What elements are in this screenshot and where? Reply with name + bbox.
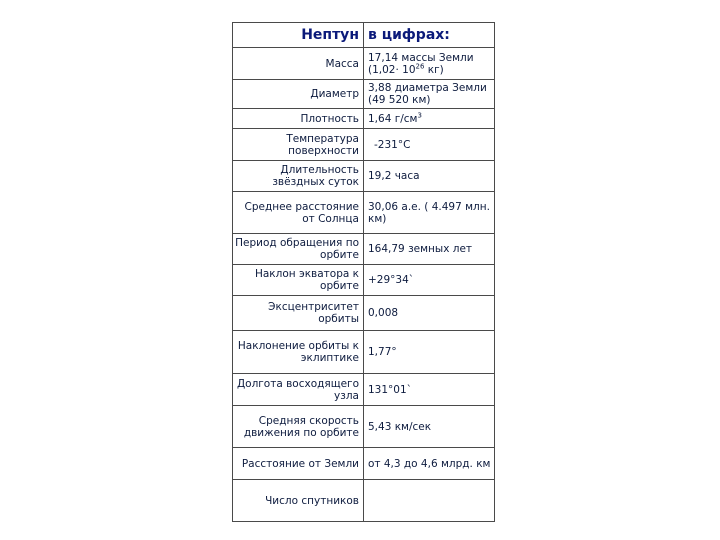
table-row <box>233 109 495 129</box>
table-row <box>233 265 495 296</box>
row-label-satellites: Число спутников <box>233 480 364 522</box>
row-value-diameter: 3,88 диаметра Земли (49 520 км) <box>364 80 495 109</box>
table-row <box>233 374 495 406</box>
table-row <box>233 448 495 480</box>
table-row <box>233 406 495 448</box>
header-left: Нептун <box>233 23 364 48</box>
row-value-sidereal-day: 19,2 часа <box>364 161 495 192</box>
row-label-density: Плотность <box>233 109 364 129</box>
row-label-axial-tilt: Наклон экватора к орбите <box>233 265 364 296</box>
row-value-density: 1,64 $г/см^3$ <box>364 109 495 129</box>
row-label-inclination: Наклонение орбиты к эклиптике <box>233 331 364 374</box>
row-value-temperature: -231°С <box>364 129 495 161</box>
row-label-orbital-speed: Средняя скорость движения по орбите <box>233 406 364 448</box>
row-value-ascending-node: 131°01` <box>364 374 495 406</box>
table-header-row <box>233 23 495 48</box>
row-value-distance-from-earth: от 4,3 до 4,6 млрд. км <box>364 448 495 480</box>
row-label-distance-from-earth: Расстояние от Земли <box>233 448 364 480</box>
row-value-satellites <box>364 480 495 522</box>
row-label-mass: Масса <box>233 48 364 80</box>
row-label-sidereal-day: Длительность звёздных суток <box>233 161 364 192</box>
row-value-orbital-speed: 5,43 км/сек <box>364 406 495 448</box>
row-label-orbital-period: Период обращения по орбите <box>233 234 364 265</box>
table-row <box>233 296 495 331</box>
row-value-mean-distance: 30,06 а.е. ( 4.497 млн. км) <box>364 192 495 234</box>
table-row <box>233 192 495 234</box>
header-right: в цифрах: <box>364 23 495 48</box>
row-label-temperature: Температура поверхности <box>233 129 364 161</box>
row-value-eccentricity: 0,008 <box>364 296 495 331</box>
table-row <box>233 80 495 109</box>
row-value-orbital-period: 164,79 земных лет <box>364 234 495 265</box>
table-row <box>233 161 495 192</box>
row-value-axial-tilt: +29°34` <box>364 265 495 296</box>
table-row <box>233 331 495 374</box>
row-label-eccentricity: Эксцентриситет орбиты <box>233 296 364 331</box>
row-value-inclination: 1,77° <box>364 331 495 374</box>
table-row <box>233 234 495 265</box>
row-label-mean-distance: Среднее расстояние от Солнца <box>233 192 364 234</box>
table-row <box>233 480 495 522</box>
neptune-facts-table <box>232 22 495 522</box>
table-row <box>233 129 495 161</box>
row-label-diameter: Диаметр <box>233 80 364 109</box>
row-label-ascending-node: Долгота восходящего узла <box>233 374 364 406</box>
row-value-mass: 17,14 массы Земли ($1,02\cdot 10^{26}$ кг) <box>364 48 495 80</box>
table-row <box>233 48 495 80</box>
